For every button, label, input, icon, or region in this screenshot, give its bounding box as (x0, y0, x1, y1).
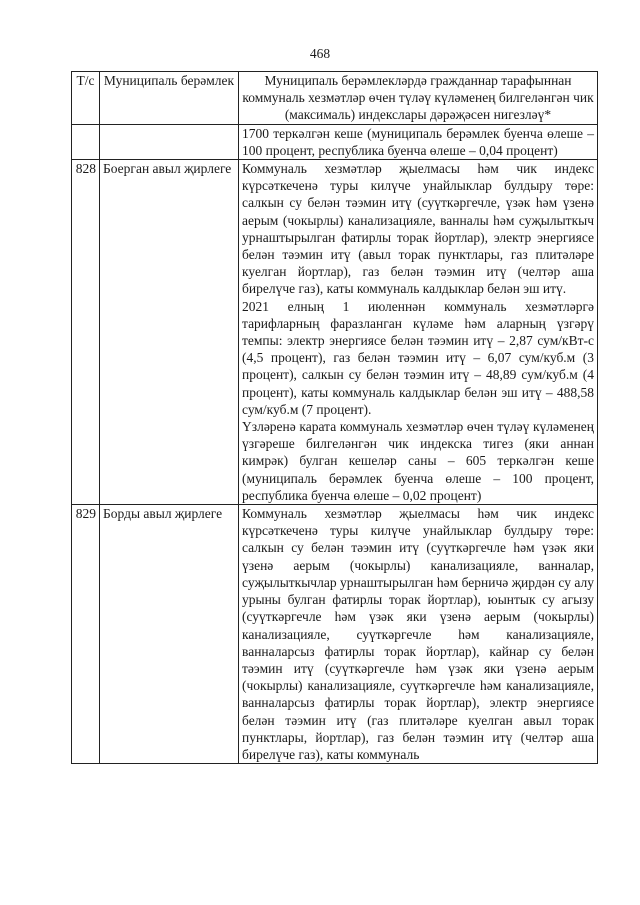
header-municipality: Муниципаль берәмлек (100, 72, 239, 125)
table-row (72, 160, 598, 505)
table-row (72, 124, 598, 159)
row-municipality (100, 124, 239, 159)
page-number: 468 (309, 46, 331, 61)
row-num (72, 124, 100, 159)
row-num: 829 (72, 505, 100, 764)
row-paragraph: 2021 елның 1 июленнән коммуналь хезмәтләргә тарифларның фаразланган күләме һәм аларның үзгәрү темпы: электр энергиясе белән тәэмин итү – 2,87 сум/кВт-с (4,5 процент), газ белән тәэмин итү – 6,07 сум/куб.м (3 процент), салкын су белән тәэмин итү – 48,89 сум/куб.м (4 процент), каты коммуналь калдыклар белән эш итү – 488,58 сум/куб.м (7 процент). (242, 298, 594, 417)
row-description (239, 160, 598, 505)
row-municipality: Боерган авыл җирлеге (100, 160, 239, 505)
header-num: Т/с (72, 72, 100, 125)
header-description: Муниципаль берәмлекләрдә гражданнар тарафыннан коммуналь хезмәтләр өчен түләү күләменең билгеләнгән чик (максималь) индекслары дәрәҗәсен нигезләү* (239, 72, 598, 125)
row-paragraph: Үзләренә карата коммуналь хезмәтләр өчен түләү күләменең үзгәреше билгеләнгән чик индекска тигез (яки аннан кимрәк) булган кешеләр саны – 605 теркәлгән кеше (муниципаль берәмлек буенча өлеше – 100 процент, республика буенча өлеше – 0,02 процент) (242, 419, 594, 503)
row-paragraph: Коммуналь хезмәтләр җыелмасы һәм чик индекс күрсәткеченә туры килүче унайлыклар булдыру төре: салкын су белән тәэмин итү (суүткәргечле һәм үзәк яки үзенә аерым (чокырлы) канализацияле, ванналар, суҗылыткычлар урнаштырылган һәм берничә җирдән су алу урыны булган фатирлы торак йортлар), юынтык су агызу (суүткәргечле һәм үзәк яки үзенә аерым (чокырлы) канализацияле, суүткәргечле һәм канализацияле, ванналарсыз фатирлы торак йортлар), кайнар су белән тәэмин итү (суүткәргечле һәм үзәк яки үзенә аерым (чокырлы) канализацияле, суүткәргечле һәм канализацияле, ванналарсыз фатирлы торак йортлар), электр энергиясе белән тәэмин итү (газ плитәләре куелган авыл торак пунктлары, йортлар), газ белән тәэмин итү (челтәр аша бирелүче газ), каты коммуналь (242, 506, 594, 762)
municipal-table (71, 71, 598, 764)
row-municipality: Борды авыл җирлеге (100, 505, 239, 764)
row-paragraph: Коммуналь хезмәтләр җыелмасы һәм чик индекс күрсәткеченә туры килүче унайлыклар булдыру төре: салкын су белән тәэмин итү (суүткәргечле, үзәк һәм үзенә аерым (чокырлы) канализацияле, ванналы һәм суҗылыткыч урнаштырылган фатирлы торак йортлар), электр энергиясе белән тәэмин итү (авыл торак пунктлары, газ плитәләре куелган йортлар), газ белән тәэмин итү (челтәр аша бирелүче газ), каты коммуналь калдыклар белән эш итү. (242, 161, 594, 297)
table-header-row (72, 72, 598, 125)
row-num: 828 (72, 160, 100, 505)
row-description (239, 124, 598, 159)
row-description (239, 505, 598, 764)
table-row (72, 505, 598, 764)
row-paragraph: 1700 теркәлгән кеше (муниципаль берәмлек буенча өлеше – 100 процент, республика буенча өлеше – 0,04 процент) (242, 125, 594, 158)
